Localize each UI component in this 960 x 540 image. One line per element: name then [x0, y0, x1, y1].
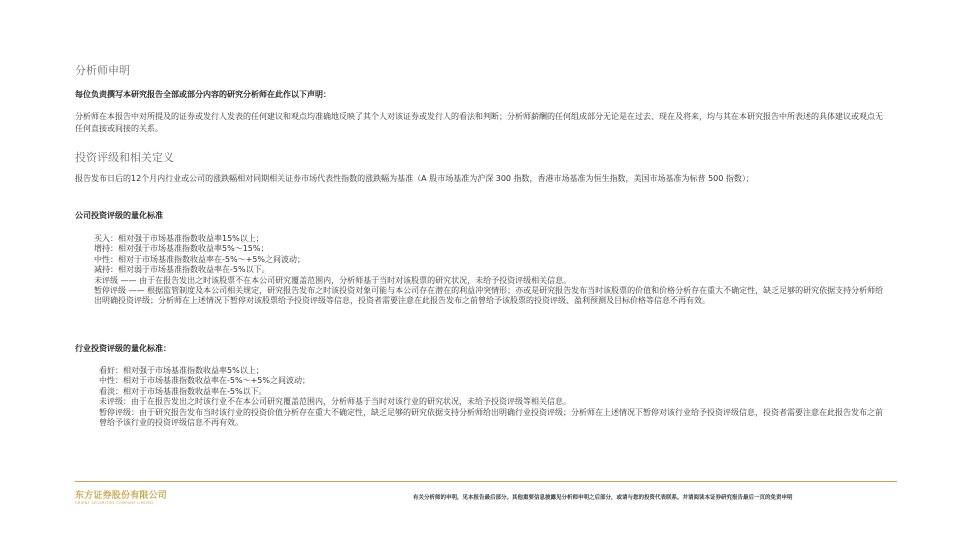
footer-divider	[75, 481, 897, 482]
analyst-statement-title: 分析师申明	[75, 64, 130, 77]
industry-rating-item-negative: 看淡：相对于市场基准指数收益率在-5%以下。	[99, 386, 267, 396]
company-rating-list	[94, 234, 886, 307]
company-logo-en: ORIENT SECURITIES COMPANY LIMITED	[75, 501, 154, 505]
company-rating-item-neutral: 中性：相对于市场基准指数收益率在-5%～+5%之间波动；	[94, 254, 305, 264]
footer-disclaimer: 有关分析师的申明，见本报告最后部分。其他重要信息披露见分析师申明之后部分，或请与您的投资代表联系。并请阅读本证券研究报告最后一页的免责申明	[413, 495, 793, 501]
industry-rating-list	[99, 366, 887, 428]
company-rating-item-not-rated: 未评级 —— 由于在报告发出之时该股票不在本公司研究覆盖范围内，分析师基于当时对该股票的研究状况，未给予投资评级相关信息。	[94, 275, 572, 285]
company-rating-item-buy: 买入：相对强于市场基准指数收益率15%以上；	[94, 234, 264, 243]
company-rating-heading: 公司投资评级的量化标准	[75, 211, 163, 220]
industry-rating-item-suspended: 暂停评级：由于研究报告发布当时该行业的投资价值分析存在重大不确定性，缺乏足够的研究依据支持分析师给出明确行业投资评级；分析师在上述情况下暂停对该行业给予投资评级信息，投资者需要注意在此报告发布之前曾给予该行业的投资评级信息不再有效。	[99, 407, 883, 428]
industry-rating-item-not-rated: 未评级：由于在报告发出之时该行业不在本公司研究覆盖范围内，分析师基于当时对该行业的研究状况，未给予投资评级等相关信息。	[99, 397, 571, 407]
company-rating-item-underweight: 减持：相对弱于市场基准指数收益率在-5%以下。	[94, 265, 270, 275]
industry-rating-item-neutral: 中性：相对于市场基准指数收益率在-5%～+5%之间波动；	[99, 376, 310, 386]
industry-rating-heading: 行业投资评级的量化标准：	[75, 344, 171, 353]
company-rating-item-overweight: 增持：相对强于市场基准指数收益率5%～15%；	[94, 244, 269, 254]
company-logo-cn: 东方证券股份有限公司	[75, 491, 168, 501]
company-rating-item-suspended: 暂停评级 —— 根据监管制度及本公司相关规定，研究报告发布之时该投资对象可能与本公司存在潜在的利益冲突情形；亦或是研究报告发布当时该股票的价值和价格分析存在重大不确定性，缺乏足够的研究依据支持分析师给出明确投资评级；分析师在上述情况下暂停对该股票给予投资评级等信息，投资者需要注意在此报告发布之前曾给予该股票的投资评级、盈利预测及目标价格等信息不再有效。	[94, 286, 884, 306]
industry-rating-item-positive: 看好：相对强于市场基准指数收益率5%以上；	[99, 366, 264, 375]
rating-definitions-intro: 报告发布日后的12个月内行业或公司的涨跌幅相对同期相关证券市场代表性指数的涨跌幅为基准（A 股市场基准为沪深 300 指数，香港市场基准为恒生指数，美国市场基准为标普 500 指数）；	[75, 174, 754, 183]
analyst-statement-heading: 每位负责撰写本研究报告全部或部分内容的研究分析师在此作以下声明：	[75, 90, 331, 99]
rating-definitions-title: 投资评级和相关定义	[75, 151, 174, 164]
analyst-statement-body: 分析师在本报告中对所提及的证券或发行人发表的任何建议和观点均准确地反映了其个人对该证券或发行人的看法和判断；分析师薪酬的任何组成部分无论是在过去、现在及将来，均与其在本研究报告中所表述的具体建议或观点无任何直接或间接的关系。	[75, 112, 883, 133]
